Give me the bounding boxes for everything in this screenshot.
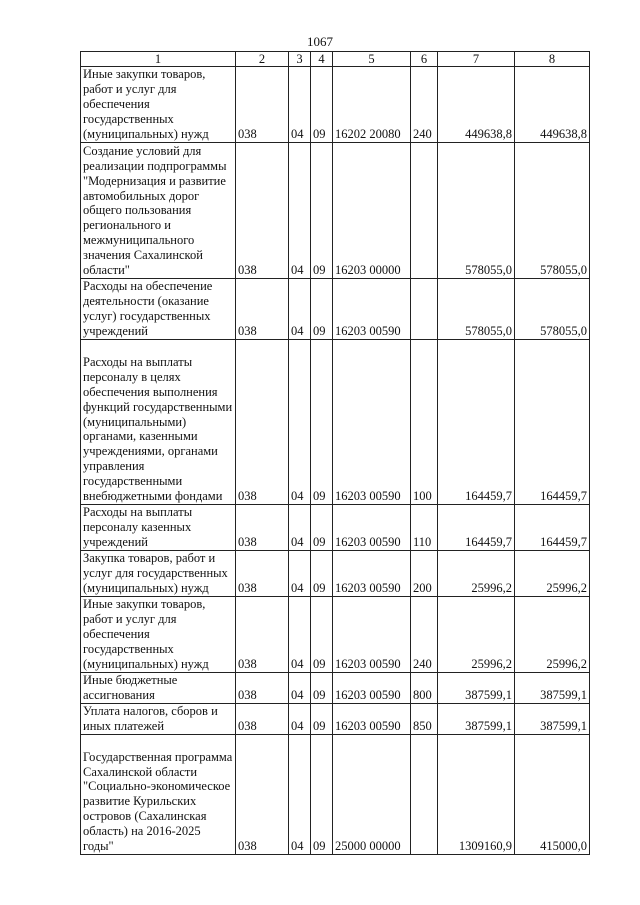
header-col-4: 4	[311, 52, 333, 67]
row-amount-7: 578055,0	[438, 279, 515, 340]
row-target-code: 16203 00590	[333, 551, 411, 597]
row-amount-8: 387599,1	[515, 704, 590, 735]
row-subsection-code: 09	[311, 67, 333, 143]
header-col-2: 2	[236, 52, 289, 67]
row-subsection-code: 09	[311, 735, 333, 855]
row-subsection-code: 09	[311, 551, 333, 597]
row-amount-7: 164459,7	[438, 505, 515, 551]
row-expense-type	[411, 143, 438, 279]
header-col-5: 5	[333, 52, 411, 67]
row-amount-7: 25996,2	[438, 597, 515, 673]
row-section-code: 04	[289, 673, 311, 704]
row-amount-8: 449638,8	[515, 67, 590, 143]
row-name: Иные бюджетные ассигнования	[81, 673, 236, 704]
row-amount-7: 25996,2	[438, 551, 515, 597]
row-ministry-code: 038	[236, 505, 289, 551]
table-row	[81, 704, 590, 735]
header-col-7: 7	[438, 52, 515, 67]
row-target-code: 16203 00000	[333, 143, 411, 279]
row-ministry-code: 038	[236, 673, 289, 704]
row-amount-8: 578055,0	[515, 279, 590, 340]
row-amount-7: 1309160,9	[438, 735, 515, 855]
budget-table	[80, 51, 590, 855]
table-row	[81, 735, 590, 855]
row-target-code: 16203 00590	[333, 704, 411, 735]
row-expense-type: 240	[411, 597, 438, 673]
row-amount-7: 387599,1	[438, 704, 515, 735]
row-ministry-code: 038	[236, 143, 289, 279]
row-section-code: 04	[289, 505, 311, 551]
row-subsection-code: 09	[311, 673, 333, 704]
row-amount-7: 387599,1	[438, 673, 515, 704]
table-row	[81, 673, 590, 704]
row-amount-7: 164459,7	[438, 340, 515, 505]
row-expense-type: 110	[411, 505, 438, 551]
row-target-code: 16203 00590	[333, 279, 411, 340]
row-name: Иные закупки товаров, работ и услуг для обеспечения государственных (муниципальных) нужд	[81, 67, 236, 143]
table-row	[81, 340, 590, 505]
row-target-code: 16202 20080	[333, 67, 411, 143]
row-section-code: 04	[289, 340, 311, 505]
row-name: Государственная программа Сахалинской области "Социально-экономическое развитие Курильских островов (Сахалинская область) на 2016-2025 годы"	[81, 735, 236, 855]
row-target-code: 16203 00590	[333, 597, 411, 673]
row-name: Расходы на обеспечение деятельности (оказание услуг) государственных учреждений	[81, 279, 236, 340]
row-ministry-code: 038	[236, 67, 289, 143]
table-row	[81, 143, 590, 279]
row-section-code: 04	[289, 704, 311, 735]
page-number: 1067	[307, 34, 333, 49]
table-row	[81, 551, 590, 597]
row-amount-8: 164459,7	[515, 340, 590, 505]
row-subsection-code: 09	[311, 597, 333, 673]
row-expense-type	[411, 279, 438, 340]
row-section-code: 04	[289, 735, 311, 855]
row-ministry-code: 038	[236, 735, 289, 855]
row-expense-type: 240	[411, 67, 438, 143]
row-subsection-code: 09	[311, 704, 333, 735]
table-row	[81, 67, 590, 143]
row-name: Уплата налогов, сборов и иных платежей	[81, 704, 236, 735]
row-name: Создание условий для реализации подпрограммы "Модернизация и развитие автомобильных дорог общего пользования регионального и межмуниципального значения Сахалинской области"	[81, 143, 236, 279]
row-amount-8: 387599,1	[515, 673, 590, 704]
row-expense-type	[411, 735, 438, 855]
row-amount-8: 164459,7	[515, 505, 590, 551]
row-amount-7: 449638,8	[438, 67, 515, 143]
table-row	[81, 505, 590, 551]
row-ministry-code: 038	[236, 704, 289, 735]
row-ministry-code: 038	[236, 279, 289, 340]
header-col-8: 8	[515, 52, 590, 67]
row-target-code: 16203 00590	[333, 673, 411, 704]
row-expense-type: 850	[411, 704, 438, 735]
row-section-code: 04	[289, 279, 311, 340]
row-expense-type: 100	[411, 340, 438, 505]
row-ministry-code: 038	[236, 597, 289, 673]
header-col-6: 6	[411, 52, 438, 67]
row-target-code: 16203 00590	[333, 340, 411, 505]
row-ministry-code: 038	[236, 340, 289, 505]
row-subsection-code: 09	[311, 279, 333, 340]
row-target-code: 25000 00000	[333, 735, 411, 855]
row-amount-7: 578055,0	[438, 143, 515, 279]
row-section-code: 04	[289, 597, 311, 673]
row-subsection-code: 09	[311, 340, 333, 505]
row-amount-8: 415000,0	[515, 735, 590, 855]
row-amount-8: 578055,0	[515, 143, 590, 279]
row-section-code: 04	[289, 551, 311, 597]
header-col-3: 3	[289, 52, 311, 67]
row-name: Расходы на выплаты персоналу в целях обеспечения выполнения функций государственными (муниципальными) органами, казенными учреждениями, органами управления государственными внебюджетными фондами	[81, 340, 236, 505]
row-section-code: 04	[289, 67, 311, 143]
row-name: Расходы на выплаты персоналу казенных учреждений	[81, 505, 236, 551]
header-row	[81, 52, 590, 67]
table-row	[81, 597, 590, 673]
row-section-code: 04	[289, 143, 311, 279]
header-col-1: 1	[81, 52, 236, 67]
row-target-code: 16203 00590	[333, 505, 411, 551]
row-expense-type: 800	[411, 673, 438, 704]
row-subsection-code: 09	[311, 143, 333, 279]
row-name: Иные закупки товаров, работ и услуг для обеспечения государственных (муниципальных) нужд	[81, 597, 236, 673]
table-row	[81, 279, 590, 340]
row-expense-type: 200	[411, 551, 438, 597]
row-amount-8: 25996,2	[515, 551, 590, 597]
row-name: Закупка товаров, работ и услуг для государственных (муниципальных) нужд	[81, 551, 236, 597]
row-subsection-code: 09	[311, 505, 333, 551]
row-ministry-code: 038	[236, 551, 289, 597]
row-amount-8: 25996,2	[515, 597, 590, 673]
